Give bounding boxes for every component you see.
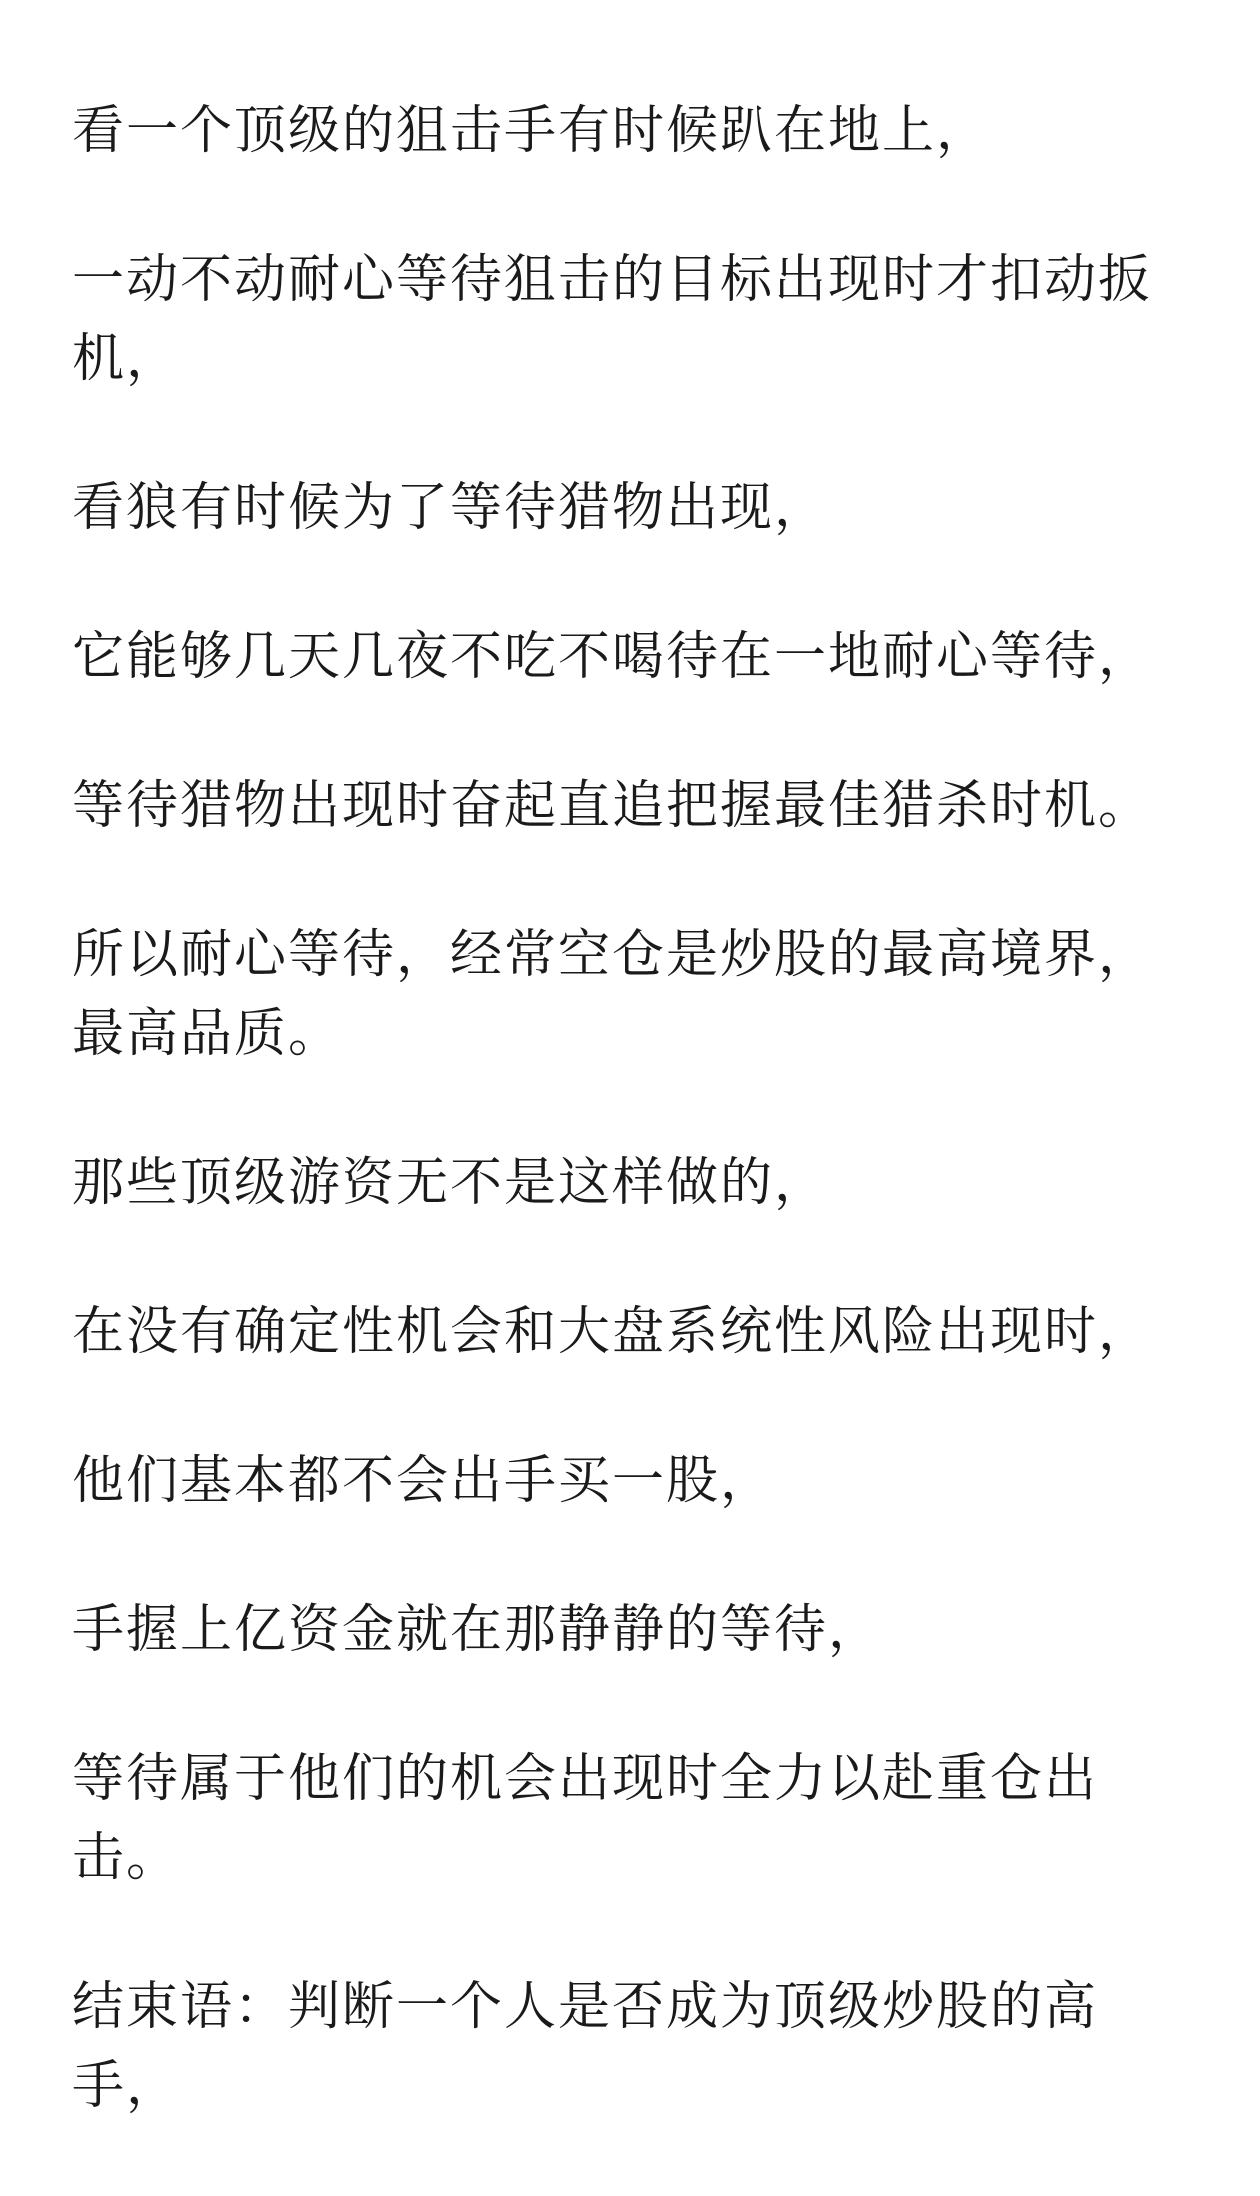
paragraph-10: 手握上亿资金就在那静静的等待， xyxy=(72,1600,883,1660)
paragraph-4: 它能够几天几夜不吃不喝待在一地耐心等待， xyxy=(72,627,1153,687)
paragraph-2: 一动不动耐心等待狙击的目标出现时才扣动扳机， xyxy=(72,250,1153,389)
paragraph-7: 那些顶级游资无不是这样做的， xyxy=(72,1153,829,1213)
paragraph-12: 结束语：判断一个人是否成为顶级炒股的高手， xyxy=(72,1977,1099,2116)
paragraph-8: 在没有确定性机会和大盘系统性风险出现时， xyxy=(72,1302,1153,1362)
paragraph-9: 他们基本都不会出手买一股， xyxy=(72,1451,775,1511)
paragraph-3: 看狼有时候为了等待猎物出现， xyxy=(72,478,829,538)
paragraph-11: 等待属于他们的机会出现时全力以赴重仓出击。 xyxy=(72,1749,1099,1888)
article-body xyxy=(72,92,1202,2196)
paragraph-1: 看一个顶级的狙击手有时候趴在地上， xyxy=(72,101,991,161)
paragraph-6: 所以耐心等待，经常空仓是炒股的最高境界，最高品质。 xyxy=(72,925,1153,1064)
paragraph-5: 等待猎物出现时奋起直追把握最佳猎杀时机。 xyxy=(72,776,1153,836)
